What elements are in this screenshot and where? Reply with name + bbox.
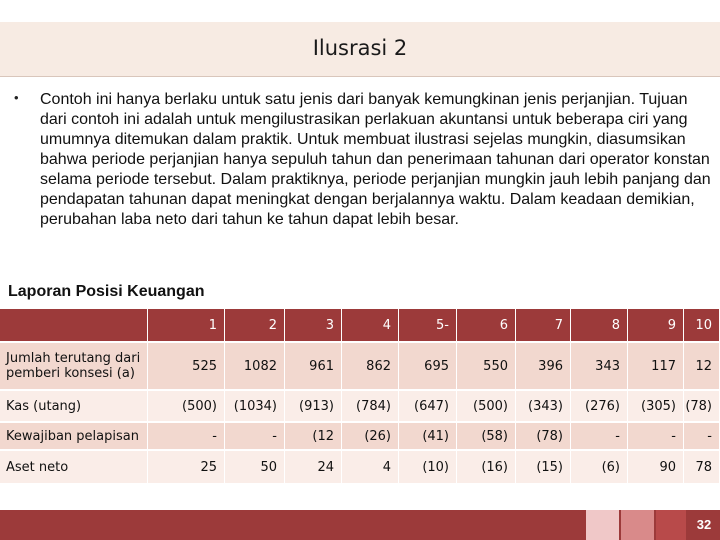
table-cell: (78) — [684, 389, 720, 421]
table-cell: 1082 — [225, 341, 285, 389]
header-cell: 4 — [342, 309, 399, 341]
table-cell: (500) — [148, 389, 225, 421]
table-cell: 525 — [148, 341, 225, 389]
footer-square-mid — [621, 510, 654, 540]
row-label: Kewajiban pelapisan — [0, 421, 148, 449]
footer-square-dark — [656, 510, 686, 540]
header-cell: 9 — [628, 309, 684, 341]
table-cell: (305) — [628, 389, 684, 421]
table-cell: (647) — [399, 389, 457, 421]
table-row — [0, 341, 720, 389]
table-cell: - — [684, 421, 720, 449]
table-cell: (16) — [457, 449, 516, 483]
table-cell: - — [225, 421, 285, 449]
table-cell: - — [571, 421, 628, 449]
table-cell: (26) — [342, 421, 399, 449]
footer-square-light — [586, 510, 619, 540]
table-cell: 4 — [342, 449, 399, 483]
bullet-text: Contoh ini hanya berlaku untuk satu jenis dari banyak kemungkinan jenis perjanjian. Tujuan dari contoh ini adalah untuk mengilustrasikan perlakuan akuntansi untuk beberapa ciri yang umumnya ditemukan dalam praktik. Untuk membuat ilustrasi sejelas mungkin, diasumsikan bahwa periode perjanjian hanya sepuluh tahun dan penerimaan tahunan dari operator konstan selama periode tersebut. Dalam praktiknya, periode perjanjian mungkin jauh lebih panjang dan pendapatan tahunan dapat meningkat dengan berjalannya waktu. Dalam keadaan demikian, perubahan laba neto dari tahun ke tahun dapat lebih besar. — [40, 91, 711, 228]
table-cell: 550 — [457, 341, 516, 389]
table-row — [0, 449, 720, 483]
table-cell: (10) — [399, 449, 457, 483]
table-header-row — [0, 309, 720, 341]
table-cell: 695 — [399, 341, 457, 389]
table-cell: 117 — [628, 341, 684, 389]
header-cell: 8 — [571, 309, 628, 341]
table-row — [0, 421, 720, 449]
table-cell: 396 — [516, 341, 571, 389]
table-cell: (500) — [457, 389, 516, 421]
section-title: Laporan Posisi Keuangan — [8, 283, 205, 300]
table-cell: - — [628, 421, 684, 449]
table-cell: 25 — [148, 449, 225, 483]
table-cell: 12 — [684, 341, 720, 389]
header-cell: 5- — [399, 309, 457, 341]
table-cell: (41) — [399, 421, 457, 449]
table-cell: (6) — [571, 449, 628, 483]
table-cell: 78 — [684, 449, 720, 483]
table-cell: (343) — [516, 389, 571, 421]
table-cell: (913) — [285, 389, 342, 421]
header-cell: 7 — [516, 309, 571, 341]
header-cell: 1 — [148, 309, 225, 341]
header-cell: 6 — [457, 309, 516, 341]
table-cell: (276) — [571, 389, 628, 421]
bullet-marker: • — [14, 90, 19, 105]
table-cell: 961 — [285, 341, 342, 389]
financial-position-table — [0, 309, 720, 483]
table-row — [0, 389, 720, 421]
table-cell: 862 — [342, 341, 399, 389]
row-label: Jumlah terutang dari pemberi konsesi (a) — [0, 341, 148, 389]
row-label: Kas (utang) — [0, 389, 148, 421]
header-cell: 2 — [225, 309, 285, 341]
page-number: 32 — [688, 510, 720, 540]
table-cell: (1034) — [225, 389, 285, 421]
slide-title: Ilusrasi 2 — [312, 36, 408, 60]
table-cell: (78) — [516, 421, 571, 449]
header-cell — [0, 309, 148, 341]
header-cell: 10 — [684, 309, 720, 341]
table-cell: 50 — [225, 449, 285, 483]
table-cell: (15) — [516, 449, 571, 483]
header-cell: 3 — [285, 309, 342, 341]
table-cell: (784) — [342, 389, 399, 421]
table-cell: 90 — [628, 449, 684, 483]
table-cell: - — [148, 421, 225, 449]
row-label: Aset neto — [0, 449, 148, 483]
table-cell: 24 — [285, 449, 342, 483]
table-cell: (58) — [457, 421, 516, 449]
table-cell: (12 — [285, 421, 342, 449]
table-cell: 343 — [571, 341, 628, 389]
